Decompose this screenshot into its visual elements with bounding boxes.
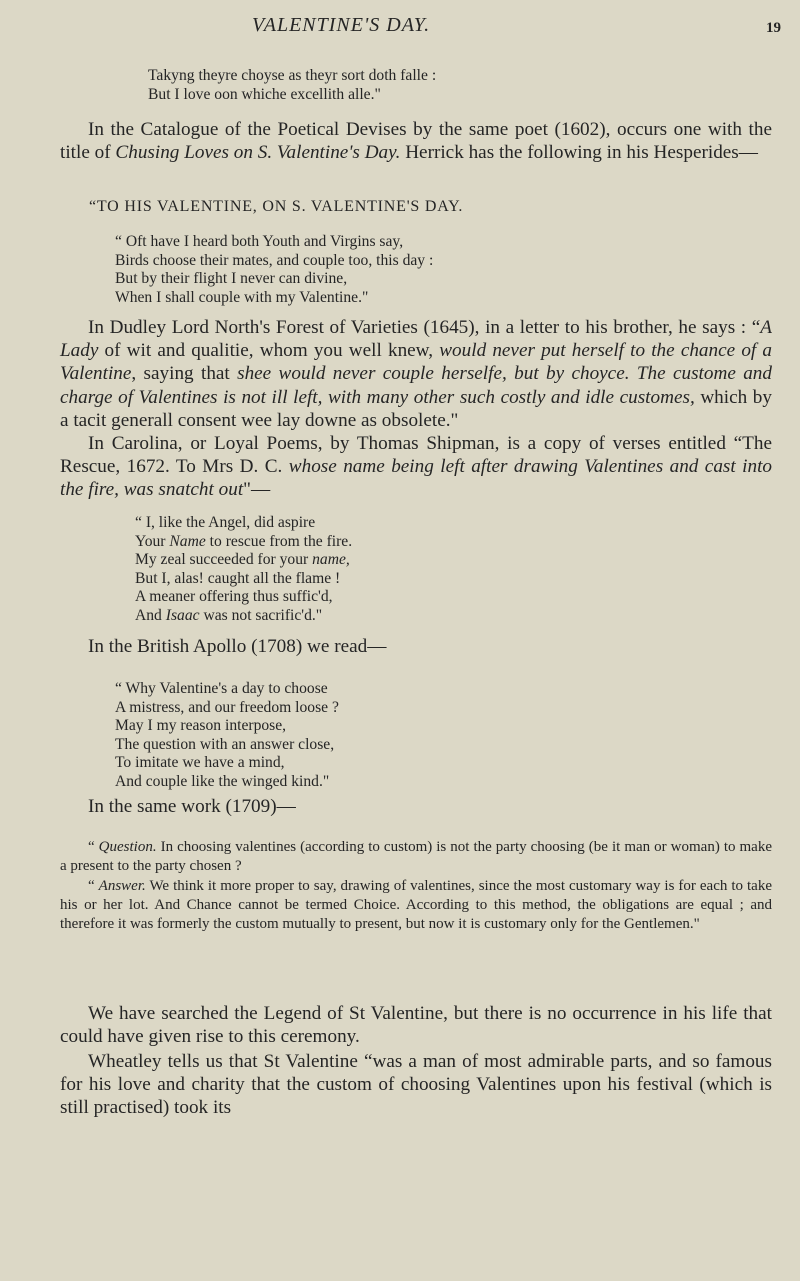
verse-shipman [135, 514, 735, 626]
paragraph-north: In Dudley Lord North's Forest of Varieties (1645), in a letter to his brother, he says : “A Lady of wit and qualitie, whom you well knew, would never put herself to the chance of a Valentine, saying that shee would never couple herselfe, but by choyce. The custome and charge of Valentines is not ill left, with many other such costly and idle customes, which by a tacit generall consent wee lay downe as obsolete." [60, 317, 772, 431]
answer-block: “ Answer. We think it more proper to say, drawing of valentines, since the most customary way is for each to take his or her lot. And Chance cannot be termed Choice. According to this method, the obligations are equal ; and therefore it was formerly the custom mutually to present, but now it is customary only for the Gentlemen." [60, 878, 772, 932]
verse-line: “ I, like the Angel, did aspire [135, 514, 316, 531]
verse-opening [148, 67, 748, 104]
page-number: 19 [766, 20, 781, 36]
italic-title: Chusing Loves on S. Valentine's Day. [115, 142, 401, 164]
paragraph-carolina: In Carolina, or Loyal Poems, by Thomas Shipman, is a copy of verses entitled “The Rescue, 1672. To Mrs D. C. whose name being left after drawing Valentines and cast into the fire, was snatcht out"— [60, 433, 773, 501]
verse-line: Your Name to rescue from the fire. [135, 532, 353, 550]
verse-line: Birds choose their mates, and couple too, this day : [115, 251, 434, 269]
paragraph-british-apollo: In the British Apollo (1708) we read— [88, 636, 387, 657]
verse-line: And Isaac was not sacrific'd." [135, 606, 323, 624]
verse-line: May I my reason interpose, [115, 717, 287, 735]
paragraph-same-work: In the same work (1709)— [88, 796, 296, 817]
question-block: “ Question. In choosing valentines (according to custom) is not the party choosing (be it man or woman) to make a present to the party chosen ? [60, 839, 772, 874]
verse-line: A meaner offering thus suffic'd, [135, 588, 333, 606]
verse-line: “ Oft have I heard both Youth and Virgins say, [115, 233, 404, 250]
verse-line: But I love oon whiche excellith alle." [148, 85, 381, 103]
verse-line: But by their flight I never can divine, [115, 270, 348, 288]
question-label: Question. [98, 839, 157, 855]
paragraph-legend: We have searched the Legend of St Valentine, but there is no occurrence in his life that could have given rise to this ceremony. [60, 1003, 772, 1048]
answer-label: Answer. [98, 878, 146, 894]
verse-line: To imitate we have a mind, [115, 754, 285, 772]
verse-line: The question with an answer close, [115, 735, 335, 753]
verse-line: But I, alas! caught all the flame ! [135, 569, 341, 587]
paragraph-wheatley: Wheatley tells us that St Valentine “was a man of most admirable parts, and so famous for his love and charity that the custom of choosing Valentines upon his festival (which is still practised) took its [60, 1051, 772, 1119]
running-head: VALENTINE'S DAY. [252, 14, 431, 36]
verse-line: A mistress, and our freedom loose ? [115, 698, 339, 716]
verse-apollo [115, 680, 755, 792]
verse-line: My zeal succeeded for your name, [135, 551, 350, 569]
paragraph-catalogue: In the Catalogue of the Poetical Devises by the same poet (1602), occurs one with the title of Chusing Loves on S. Valentine's Day. Herrick has the following in his Hesperides— [60, 119, 772, 164]
verse-line: And couple like the winged kind." [115, 772, 330, 790]
verse-line: When I shall couple with my Valentine." [115, 288, 369, 306]
verse-herrick [115, 233, 755, 307]
poem-heading: “TO HIS VALENTINE, ON S. VALENTINE'S DAY. [89, 198, 464, 215]
verse-line: Takyng theyre choyse as theyr sort doth falle : [148, 67, 437, 84]
verse-line: “ Why Valentine's a day to choose [115, 680, 328, 697]
